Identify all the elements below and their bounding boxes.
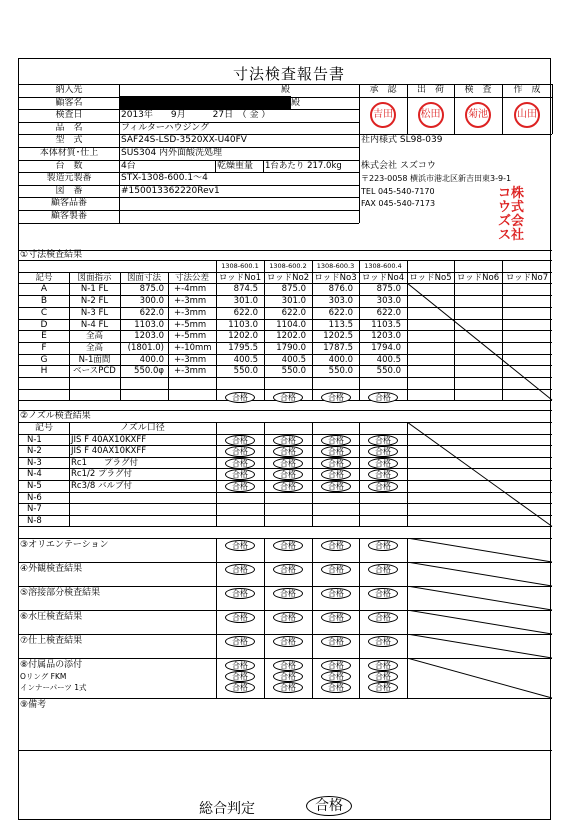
pass-mark: 合格 (321, 564, 351, 575)
serial-number: 1308-600.2 (269, 262, 307, 270)
nozzle-pass-mark: 合格 (225, 469, 255, 480)
header-label: 納入先 (55, 85, 83, 95)
pass-mark: 合格 (273, 612, 303, 623)
dim-code: B (40, 296, 48, 307)
accessory-pass-mark: 合格 (273, 660, 303, 671)
redacted-customer-name (120, 96, 291, 109)
unused-cells-diagonal (407, 562, 553, 587)
unused-cells-diagonal (407, 283, 553, 401)
nozzle-pass-mark: 合格 (321, 481, 351, 492)
approval-seal: 松田 (418, 102, 444, 128)
dim-code: E (41, 331, 47, 342)
pass-mark: 合格 (225, 564, 255, 575)
grid-line (312, 538, 313, 562)
dim-measured-value: 550.0 (281, 366, 306, 377)
dry-weight-label: 乾燥重量 (217, 160, 254, 171)
unused-cells-diagonal (407, 538, 553, 563)
dim-reference: N-3 FL (80, 307, 109, 318)
nozzle-code: N-4 (27, 469, 42, 480)
pass-mark: 合格 (368, 540, 398, 551)
section-remarks: ⑨備考 (20, 700, 47, 711)
pass-mark: 合格 (225, 540, 255, 551)
dim-measured-value: 1790.0 (276, 342, 306, 353)
dim-code: H (40, 366, 48, 377)
dim-reference: 全高 (85, 331, 103, 342)
grid-line (312, 610, 313, 634)
accessory-inner-parts: インナーパーツ 1式 (20, 683, 87, 693)
dim-measured-value: 1202.0 (228, 331, 258, 342)
dim-reference: N-1面間 (78, 354, 111, 365)
dim-tolerance: +-4mm (174, 284, 207, 295)
dim-measured-value: 622.0 (233, 307, 258, 318)
dim-measured-value: 303.0 (328, 296, 353, 307)
drawing-number: #150013362220Rev1 (121, 185, 220, 196)
nozzle-pass-mark: 合格 (273, 446, 303, 457)
dim-measured-value: 400.5 (281, 354, 306, 365)
header-label: 型 式 (55, 135, 83, 146)
model: SAF24S-LSD-3520XX-U40FV (121, 135, 247, 146)
section-line (19, 750, 552, 751)
pass-mark: 合格 (273, 588, 303, 599)
dim-measured-value: 622.0 (328, 307, 353, 318)
dim-measured-value: 1794.0 (371, 342, 401, 353)
section-line (19, 698, 552, 699)
nozzle-pass-mark: 合格 (321, 458, 351, 469)
accessory-pass-mark: 合格 (321, 682, 351, 693)
dim-reference: 全高 (85, 342, 103, 353)
dim-tolerance: +-10mm (174, 342, 212, 353)
section-accessories: ⑧付属品の添付 (20, 660, 83, 671)
dim-measured-value: 1103.5 (371, 319, 401, 330)
nozzle-pass-mark: 合格 (273, 481, 303, 492)
section-pressure: ⑥水圧検査結果 (20, 612, 83, 623)
dimension-pass-mark: 合格 (368, 392, 398, 403)
dim-tolerance: +-3mm (174, 307, 207, 318)
nozzle-code: N-3 (27, 457, 42, 468)
dry-weight: 1台あたり 217.0kg (265, 160, 342, 171)
grid-line (168, 272, 169, 401)
nozzle-pass-mark: 合格 (368, 446, 398, 457)
dim-drawing-value: 1203.0 (134, 331, 164, 342)
dim-measured-value: 874.5 (233, 284, 258, 295)
company-seal: コ株 ウ式 ズ会 ス社 (497, 186, 524, 243)
dim-measured-value: 875.0 (376, 284, 401, 295)
nozzle-size-header: ノズル口径 (120, 423, 165, 433)
pass-mark: 合格 (321, 612, 351, 623)
company-form-spec: 社内様式 SL98-039 (361, 135, 443, 146)
dim-measured-value: 876.0 (328, 284, 353, 295)
approval-seal: 山田 (514, 102, 540, 128)
dim-measured-value: 550.0 (328, 366, 353, 377)
accessory-pass-mark: 合格 (368, 660, 398, 671)
dim-measured-value: 1795.5 (228, 342, 258, 353)
dim-col-header: ロッドNo1 (218, 272, 262, 283)
page-title: 寸法検査報告書 (219, 63, 359, 85)
dim-measured-value: 1202.5 (323, 331, 353, 342)
company-address: 〒223-0058 横浜市港北区新吉田東3-9-1 (361, 174, 512, 184)
dim-col-header: 記号 (35, 272, 53, 283)
header-label: 台 数 (55, 160, 83, 171)
nozzle-size: JIS F 40AX10KXFF (71, 434, 147, 445)
unused-cells-diagonal (407, 634, 553, 659)
nozzle-pass-mark: 合格 (273, 458, 303, 469)
header-label: 品 名 (55, 122, 83, 133)
nozzle-code: N-8 (27, 515, 42, 526)
dim-col-header: 寸法公差 (174, 272, 209, 283)
approval-seal: 吉田 (370, 102, 396, 128)
weight-col-line (215, 160, 216, 173)
dim-measured-value: 301.0 (233, 296, 258, 307)
dim-measured-value: 622.0 (281, 307, 306, 318)
grid-line (264, 658, 265, 698)
dim-tolerance: +-3mm (174, 366, 207, 377)
dim-tolerance: +-3mm (174, 354, 207, 365)
quantity: 4台 (121, 160, 136, 171)
nozzle-pass-mark: 合格 (225, 481, 255, 492)
serial-number: 1308-600.3 (316, 262, 355, 270)
dim-measured-value: 1103.0 (228, 319, 258, 330)
nozzle-size: Rc1 プラグ付 (71, 457, 138, 468)
dim-drawing-value: 622.0 (139, 307, 164, 318)
dim-tolerance: +-5mm (174, 319, 207, 330)
grid-line (216, 586, 217, 610)
approval-header: 作 成 (513, 85, 541, 95)
dimension-pass-mark: 合格 (225, 392, 255, 403)
grid-line (312, 634, 313, 658)
pass-mark: 合格 (368, 636, 398, 647)
grid-line (359, 586, 360, 610)
grid-line (359, 658, 360, 698)
dimension-pass-mark: 合格 (321, 392, 351, 403)
nozzle-pass-mark: 合格 (273, 469, 303, 480)
section-appearance: ④外観検査結果 (20, 564, 83, 575)
nozzle-size: Rc1/2 プラグ付 (71, 469, 132, 480)
section-title-nozzle: ②ノズル検査結果 (20, 411, 91, 422)
dim-reference: N-1 FL (80, 284, 109, 295)
dim-measured-value: 1787.5 (323, 342, 353, 353)
dim-reference: N-2 FL (80, 296, 109, 307)
approval-header: 承 認 (369, 85, 397, 95)
section-finish: ⑦仕上検査結果 (20, 636, 83, 647)
company-fax: FAX 045-540-7173 (361, 199, 436, 209)
pass-mark: 合格 (321, 540, 351, 551)
nozzle-pass-mark: 合格 (368, 458, 398, 469)
dim-col-header: ロッドNo6 (456, 272, 500, 283)
approval-col-line (552, 84, 553, 134)
dim-code: A (40, 284, 48, 295)
nozzle-code-header: 記号 (34, 423, 53, 433)
approval-seal: 菊池 (465, 102, 491, 128)
nozzle-pass-mark: 合格 (321, 435, 351, 446)
accessory-pass-mark: 合格 (321, 660, 351, 671)
unused-cells-diagonal (407, 610, 553, 635)
header-col-line (119, 84, 120, 223)
unused-cells-diagonal (407, 422, 553, 527)
pass-mark: 合格 (225, 612, 255, 623)
unused-cells-diagonal (407, 586, 553, 611)
approval-header: 出 荷 (416, 85, 444, 95)
weight-col-line (263, 160, 264, 173)
pass-mark: 合格 (273, 636, 303, 647)
dim-reference: ベースPCD (73, 366, 116, 377)
dim-measured-value: 303.0 (376, 296, 401, 307)
inspection-report-sheet (18, 58, 551, 820)
grid-line (216, 538, 217, 562)
pass-mark: 合格 (321, 636, 351, 647)
grid-line (69, 422, 70, 526)
inspection-date: 2013年 9月 27日 （ 金 ） (121, 110, 271, 121)
nozzle-pass-mark: 合格 (273, 435, 303, 446)
grid-line (216, 610, 217, 634)
dim-measured-value: 622.0 (376, 307, 401, 318)
approval-line (359, 97, 552, 98)
nozzle-pass-mark: 合格 (368, 435, 398, 446)
dim-measured-value: 550.0 (233, 366, 258, 377)
accessory-pass-mark: 合格 (273, 682, 303, 693)
nozzle-pass-mark: 合格 (368, 469, 398, 480)
grid-line (312, 586, 313, 610)
accessory-pass-mark: 合格 (368, 682, 398, 693)
dim-drawing-value: 550.0φ (134, 366, 164, 377)
serial-number: 1308-600.4 (364, 262, 402, 270)
nozzle-pass-mark: 合格 (225, 435, 255, 446)
dim-drawing-value: (1801.0) (127, 342, 164, 353)
dim-reference: N-4 FL (80, 319, 109, 330)
dim-code: G (40, 354, 48, 365)
dim-measured-value: 113.5 (328, 319, 353, 330)
grid-line (359, 538, 360, 562)
nozzle-pass-mark: 合格 (225, 458, 255, 469)
grid-line (264, 562, 265, 586)
company-tel: TEL 045-540-7170 (361, 186, 435, 196)
dim-code: C (40, 307, 48, 318)
dim-measured-value: 1203.0 (371, 331, 401, 342)
section-orientation: ③オリエンテーション (20, 540, 109, 551)
dim-drawing-value: 300.0 (139, 296, 164, 307)
grid-line (312, 658, 313, 698)
grid-line (216, 658, 217, 698)
header-label: 顧客製番 (50, 211, 87, 221)
nozzle-code: N-7 (27, 504, 42, 515)
grid-line (264, 422, 265, 526)
dim-col-header: ロッドNo3 (314, 272, 357, 283)
nozzle-pass-mark: 合格 (321, 469, 351, 480)
dim-drawing-value: 1103.0 (134, 319, 164, 330)
grid-line (312, 562, 313, 586)
header-label: 検査日 (55, 110, 83, 121)
final-judgement-result: 合格 (306, 796, 352, 816)
section-weld: ⑤溶接部分検査結果 (20, 588, 101, 599)
header-label: 顧客名 (55, 97, 83, 108)
dim-col-header: 図面寸法 (126, 272, 161, 283)
accessory-o-ring: Oリング FKM (20, 672, 67, 682)
grid-line (264, 634, 265, 658)
pass-mark: 合格 (273, 564, 303, 575)
accessory-pass-mark: 合格 (225, 660, 255, 671)
accessory-pass-mark: 合格 (321, 671, 351, 682)
nozzle-code: N-5 (27, 481, 42, 491)
grid-line (216, 634, 217, 658)
header-label: 顧客品番 (50, 198, 87, 209)
pass-mark: 合格 (368, 588, 398, 599)
dim-col-header: ロッドNo7 (505, 272, 549, 283)
unused-cells-diagonal (407, 658, 553, 699)
customer-suffix: 殿 (291, 97, 301, 108)
maker-number: STX-1308-600.1～4 (121, 173, 208, 184)
section-title-dimensions: ①寸法検査結果 (20, 250, 83, 260)
grid-line (359, 610, 360, 634)
pass-mark: 合格 (321, 588, 351, 599)
accessory-pass-mark: 合格 (368, 671, 398, 682)
dim-measured-value: 400.5 (376, 354, 401, 365)
pass-mark: 合格 (368, 612, 398, 623)
dim-measured-value: 550.0 (376, 366, 401, 377)
final-judgement-label: 総合判定 (199, 801, 255, 817)
dim-col-header: ロッドNo4 (361, 272, 405, 283)
dim-measured-value: 301.0 (281, 296, 306, 307)
header-label: 本体材質･仕上 (39, 148, 99, 158)
accessory-pass-mark: 合格 (225, 682, 255, 693)
accessory-pass-mark: 合格 (273, 671, 303, 682)
dim-measured-value: 400.5 (233, 354, 258, 365)
product-name: フィルターハウジング (121, 122, 210, 133)
grid-line (359, 422, 360, 526)
material: SUS304 内外面酸洗処理 (121, 148, 223, 158)
pass-mark: 合格 (273, 540, 303, 551)
dim-measured-value: 875.0 (281, 284, 306, 295)
pass-mark: 合格 (225, 636, 255, 647)
grid-line (312, 422, 313, 526)
dim-tolerance: +-3mm (174, 296, 207, 307)
nozzle-size: JIS F 40AX10KXFF (71, 446, 147, 457)
dim-measured-value: 1104.0 (276, 319, 306, 330)
company-name: 株式会社 スズコウ (361, 160, 436, 171)
nozzle-code: N-1 (27, 434, 42, 445)
dim-measured-value: 1202.0 (276, 331, 306, 342)
dim-col-header: ロッドNo2 (266, 272, 310, 283)
grid-line (264, 538, 265, 562)
dim-measured-value: 400.0 (328, 354, 353, 365)
dim-code: D (40, 319, 48, 330)
grid-line (359, 634, 360, 658)
grid-line (359, 562, 360, 586)
nozzle-pass-mark: 合格 (321, 446, 351, 457)
grid-line (264, 610, 265, 634)
pass-mark: 合格 (225, 588, 255, 599)
nozzle-pass-mark: 合格 (368, 481, 398, 492)
grid-line (216, 562, 217, 586)
nozzle-code: N-2 (27, 446, 42, 457)
delivery-suffix: 殿 (281, 85, 291, 95)
dim-drawing-value: 400.0 (139, 354, 164, 365)
nozzle-size: Rc3/8 バルブ付 (71, 481, 132, 491)
nozzle-code: N-6 (27, 492, 42, 503)
header-row-line (19, 223, 359, 224)
accessory-pass-mark: 合格 (225, 671, 255, 682)
dimension-pass-mark: 合格 (273, 392, 303, 403)
nozzle-pass-mark: 合格 (225, 446, 255, 457)
pass-mark: 合格 (368, 564, 398, 575)
dim-tolerance: +-5mm (174, 331, 207, 342)
grid-line (264, 586, 265, 610)
dim-drawing-value: 875.0 (139, 284, 164, 295)
approval-header: 検 査 (464, 85, 492, 95)
serial-number: 1308-600.1 (221, 262, 259, 270)
dim-col-header: 図面指示 (77, 272, 112, 283)
dim-code: F (41, 342, 47, 353)
header-label: 製造元製番 (46, 173, 92, 184)
header-label: 図 番 (55, 185, 83, 196)
dim-col-header: ロッドNo5 (409, 272, 452, 283)
